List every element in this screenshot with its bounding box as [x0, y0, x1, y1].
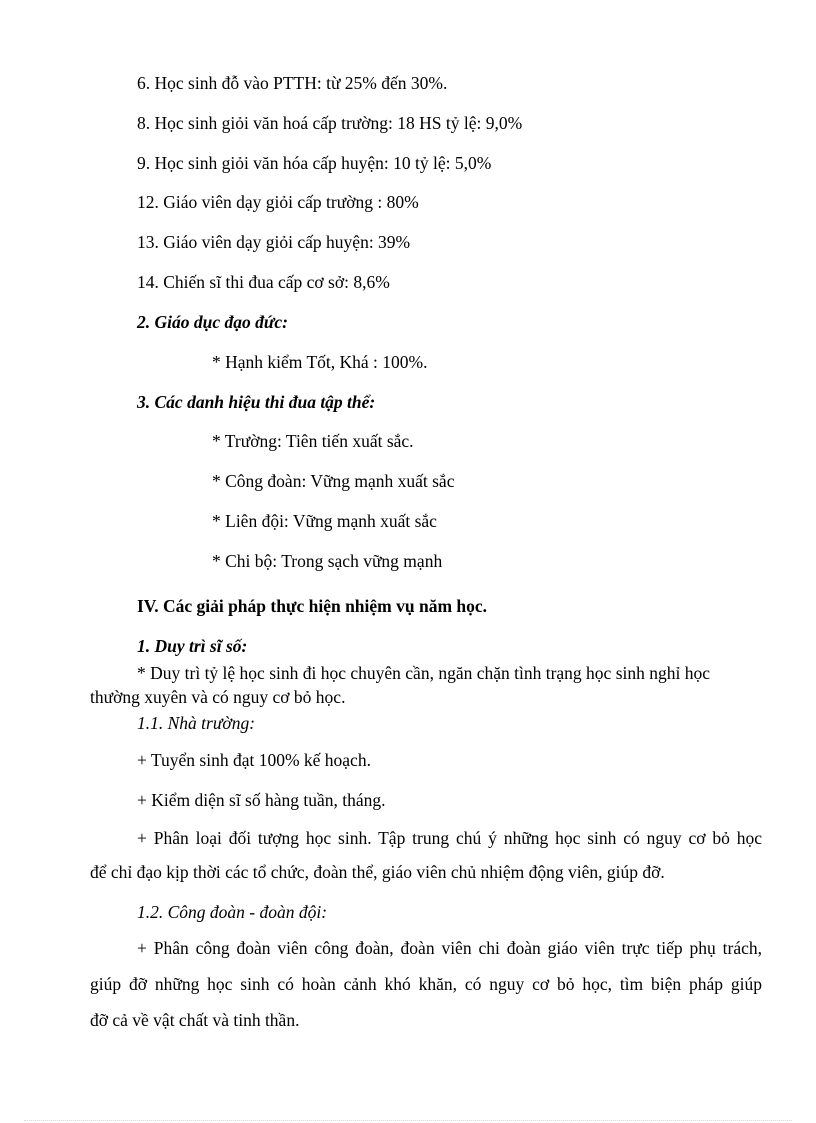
list-item: 13. Giáo viên dạy giỏi cấp huyện: 39% [137, 232, 411, 252]
paragraph-line: thường xuyên và có nguy cơ bỏ học. [90, 687, 346, 707]
subheading-school: 1.1. Nhà trường: [137, 713, 256, 733]
paragraph-line: * Duy trì tỷ lệ học sinh đi học chuyên cần, ngăn chặn tình trạng học sinh nghỉ học [137, 663, 710, 683]
title-item: * Trường: Tiên tiến xuất sắc. [212, 431, 414, 451]
paragraph-line: giúp đỡ những học sinh có hoàn cảnh khó khăn, có nguy cơ bỏ học, tìm biện pháp giúp [90, 974, 762, 994]
list-item: 14. Chiến sĩ thi đua cấp cơ sở: 8,6% [137, 272, 390, 292]
paragraph-line: đỡ cả về vật chất và tinh thần. [90, 1010, 300, 1030]
heading-collective-titles: 3. Các danh hiệu thi đua tập thể: [137, 392, 376, 412]
heading-moral-education: 2. Giáo dục đạo đức: [137, 312, 288, 332]
paragraph-line: + Phân công đoàn viên công đoàn, đoàn viên chi đoàn giáo viên trực tiếp phụ trách, [137, 938, 762, 958]
heading-maintain-enrollment: 1. Duy trì sĩ số: [137, 636, 248, 656]
title-item: * Liên đội: Vững mạnh xuất sắc [212, 511, 437, 531]
title-item: * Chi bộ: Trong sạch vững mạnh [212, 551, 443, 571]
list-item: 6. Học sinh đỗ vào PTTH: từ 25% đến 30%. [137, 73, 448, 93]
subheading-union: 1.2. Công đoàn - đoàn đội: [137, 902, 328, 922]
list-item: + Kiểm diện sĩ số hàng tuần, tháng. [137, 790, 386, 810]
list-item: 12. Giáo viên dạy giỏi cấp trường : 80% [137, 192, 419, 212]
list-item: 9. Học sinh giỏi văn hóa cấp huyện: 10 tỷ lệ: 5,0% [137, 153, 492, 173]
paragraph-line: + Phân loại đối tượng học sinh. Tập trung chú ý những học sinh có nguy cơ bỏ học [137, 828, 762, 848]
list-item: 8. Học sinh giỏi văn hoá cấp trường: 18 HS tỷ lệ: 9,0% [137, 113, 523, 133]
page-bottom-rule [24, 1120, 792, 1121]
conduct-item: * Hạnh kiểm Tốt, Khá : 100%. [212, 352, 428, 372]
section-heading: IV. Các giải pháp thực hiện nhiệm vụ năm học. [137, 596, 488, 616]
title-item: * Công đoàn: Vững mạnh xuất sắc [212, 471, 455, 491]
paragraph-line: để chỉ đạo kịp thời các tổ chức, đoàn thể, giáo viên chủ nhiệm động viên, giúp đỡ. [90, 862, 665, 882]
list-item: + Tuyển sinh đạt 100% kế hoạch. [137, 750, 371, 770]
